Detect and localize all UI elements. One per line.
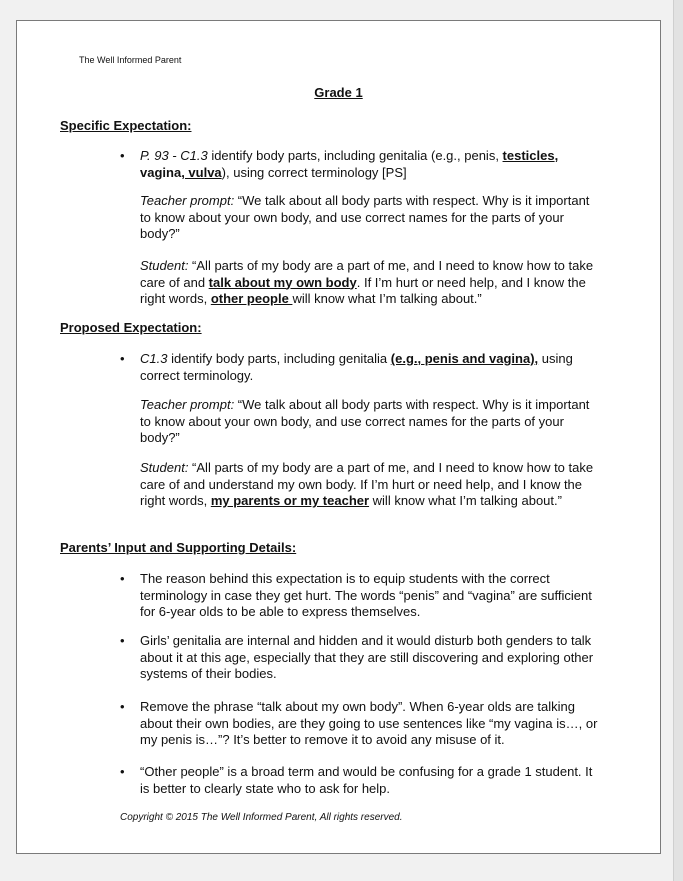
text-run: ), using correct terminology [PS] (221, 164, 407, 180)
text-run: “All parts of my body are a part of me, and I need to know how to take care of and (140, 258, 594, 290)
section-heading-input: Parents’ Input and Supporting Details: (60, 540, 297, 555)
input-item-2: Girls’ genitalia are internal and hidden and it would disturb both genders to talk about it at this age, especially that they are still discovering and exploring other systems of their bodies. (140, 633, 594, 681)
text-run: “All parts of my body are a part of me, and I need to know how to take care of and understand my own body. If I’m hurt or need help, and I know the right words, (140, 460, 594, 508)
text-run: using correct terminology. (140, 351, 573, 383)
bullet-glyph: • (120, 351, 125, 366)
specific-expectation-text (140, 148, 600, 181)
emphasis-term: my parents or my teacher (210, 493, 370, 508)
prompt-text: “We talk about all body parts with respect. Why is it important to know about your own body, and use correct names for the parts of your body?” (140, 193, 590, 241)
text-run: will know what I’m talking about.” (369, 493, 562, 508)
section-heading-specific: Specific Expectation: (60, 118, 192, 133)
specific-student-response (140, 258, 600, 308)
input-item-4: “Other people” is a broad term and would be confusing for a grade 1 student. It is better to clearly state who to ask for help. (140, 764, 593, 796)
page-title: Grade 1 (314, 85, 363, 100)
emphasis-term: (e.g., penis and vagina), (390, 351, 539, 366)
bullet-glyph: • (120, 148, 125, 163)
bullet-glyph: • (120, 571, 125, 586)
emphasis-term: other people (210, 291, 293, 306)
prompt-label: Teacher prompt: (140, 397, 235, 412)
proposed-student-response (140, 460, 600, 510)
expectation-ref: C1.3 (140, 351, 168, 366)
proposed-teacher-prompt (140, 397, 600, 447)
input-item-3: Remove the phrase “talk about my own body”. When 6-year olds are talking about their own bodies, are they going to use sentences like “my vagina is…, or my penis is…”? It’s better to remove it to avoid any misuse of it. (140, 699, 598, 747)
emphasis-term: talk about my own body (208, 274, 357, 290)
page-header: The Well Informed Parent (79, 55, 182, 65)
prompt-text: “We talk about all body parts with respect. Why is it important to know about your own body, and use correct names for the parts of your body?” (140, 397, 590, 445)
emphasis-term: testicles (502, 148, 555, 163)
student-label: Student: (140, 460, 189, 475)
bullet-glyph: • (120, 699, 125, 714)
text-run: will know what I’m talking about.” (292, 291, 482, 306)
specific-teacher-prompt (140, 193, 600, 243)
text-run: , vagina (140, 148, 559, 180)
text-run: identify body parts, including genitalia (e.g., penis, (207, 148, 503, 163)
input-item-1: The reason behind this expectation is to equip students with the correct terminology in case they get hurt. The words “penis” and “vagina” are sufficient for 6-year olds to be able to express themselves. (140, 571, 592, 619)
vertical-scrollbar[interactable] (674, 0, 683, 881)
bullet-glyph: • (120, 633, 125, 648)
prompt-label: Teacher prompt: (140, 193, 235, 208)
document-page (16, 20, 661, 854)
expectation-ref: P. 93 - C1.3 (140, 148, 208, 163)
section-heading-proposed: Proposed Expectation: (60, 320, 202, 335)
copyright-footer: Copyright © 2015 The Well Informed Parent, All rights reserved. (120, 812, 403, 823)
student-label: Student: (140, 258, 189, 273)
proposed-expectation-text (140, 351, 600, 384)
text-run: identify body parts, including genitalia (167, 351, 391, 366)
text-run: . If I’m hurt or need help, and I know the right words, (140, 274, 586, 306)
bullet-glyph: • (120, 764, 125, 779)
emphasis-term: , vulva (181, 164, 222, 180)
